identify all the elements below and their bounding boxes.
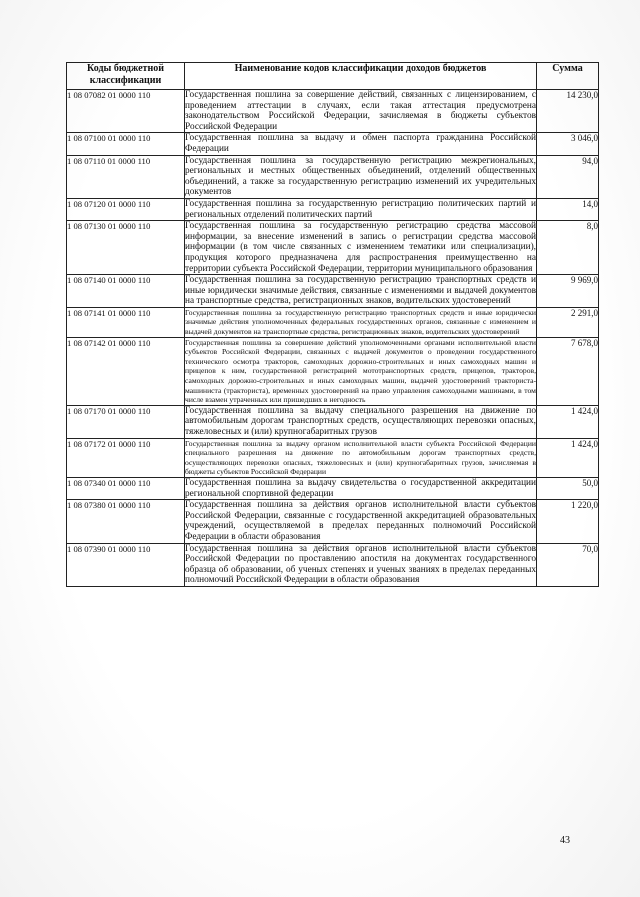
row-code: 1 08 07082 01 0000 110 — [67, 90, 185, 133]
table-row — [67, 133, 599, 155]
table-row — [67, 500, 599, 543]
row-name: Государственная пошлина за выдачу и обмен паспорта гражданина Российской Федерации — [185, 133, 536, 154]
row-code: 1 08 07141 01 0000 110 — [67, 307, 185, 337]
table-row — [67, 155, 599, 198]
table-row — [67, 405, 599, 438]
budget-revenue-table — [66, 62, 599, 587]
row-name: Государственная пошлина за государственную регистрацию политических партий и региональных отделений политических партий — [185, 198, 536, 220]
row-code: 1 08 07172 01 0000 110 — [67, 438, 185, 477]
row-name: Государственная пошлина за совершение действий, связанных с лицензированием, с проведением аттестации в случаях, если такая аттестация предусмотрена законодательством Российской Федерации, зачисляемая в бюджеты субъектов Российской Федерации — [185, 90, 536, 132]
table-row — [67, 90, 599, 133]
row-sum: 7 678,0 — [537, 337, 599, 405]
row-name: Государственная пошлина за государственную регистрацию транспортных средств и иные юридически значимые действия уполномоченных федеральных государственных органов, связанные с изменением и выдачей документов на транспортные средства, регистрационных знаков, водительских удостоверений — [185, 307, 536, 337]
row-code: 1 08 07390 01 0000 110 — [67, 543, 185, 586]
row-name: Государственная пошлина за государственную регистрацию средства массовой информации, за внесение изменений в запись о регистрации средства массовой информации (в том числе связанных с изменением тематики или специализации), продукция которого предназначена для распространения преимущественно на территории субъекта Российской Федерации, территории муниципального образования — [185, 221, 536, 274]
table-row — [67, 221, 599, 275]
row-sum: 1 424,0 — [537, 438, 599, 477]
row-sum: 1 220,0 — [537, 500, 599, 543]
table-row — [67, 543, 599, 586]
row-name: Государственная пошлина за действия органов исполнительной власти субъектов Российской Федерации, связанные с государственной аккредитацией образовательных учреждений, осуществляемой в пределах переданных полномочий Российской Федерации в области образования — [185, 500, 536, 542]
table-row — [67, 198, 599, 220]
row-name: Государственная пошлина за выдачу органом исполнительной власти субъекта Российской Федерации специального разрешения на движение по автомобильным дорогам транспортных средств, осуществляющих перевозки опасных, тяжеловесных и (или) крупногабаритных грузов, зачисляемая в бюджеты субъектов Российской Федерации — [185, 438, 536, 477]
row-code: 1 08 07110 01 0000 110 — [67, 155, 185, 198]
row-code: 1 08 07120 01 0000 110 — [67, 198, 185, 220]
row-sum: 94,0 — [537, 155, 599, 198]
row-code: 1 08 07100 01 0000 110 — [67, 133, 185, 155]
row-code: 1 08 07130 01 0000 110 — [67, 221, 185, 275]
row-sum: 8,0 — [537, 221, 599, 275]
row-sum: 50,0 — [537, 477, 599, 499]
table-row — [67, 477, 599, 499]
row-code: 1 08 07142 01 0000 110 — [67, 337, 185, 405]
row-code: 1 08 07140 01 0000 110 — [67, 275, 185, 308]
header-sum: Сумма — [537, 63, 599, 90]
row-name: Государственная пошлина за государственную регистрацию транспортных средств и иные юридически значимые действия, связанные с изменениями и выдачей документов на транспортные средства, регистрационных знаков, водительских удостоверений — [185, 275, 536, 307]
table-row — [67, 275, 599, 308]
header-code: Коды бюджетной классификации — [67, 63, 185, 90]
row-sum: 2 291,0 — [537, 307, 599, 337]
page-number: 43 — [560, 835, 570, 846]
row-sum: 3 046,0 — [537, 133, 599, 155]
row-sum: 9 969,0 — [537, 275, 599, 308]
row-name: Государственная пошлина за действия органов исполнительной власти субъектов Российской Федерации по проставлению апостиля на документах государственного образца об образовании, об ученых степенях и ученых званиях в пределах переданных полномочий Российской Федерации в области образования — [185, 543, 536, 586]
header-name: Наименование кодов классификации доходов бюджетов — [185, 63, 537, 90]
row-name: Государственная пошлина за государственную регистрацию межрегиональных, региональных и местных общественных объединений, отделений общественных объединений, а также за государственную регистрацию изменений их учредительных документов — [185, 155, 536, 198]
row-sum: 70,0 — [537, 543, 599, 586]
row-name: Государственная пошлина за выдачу свидетельства о государственной аккредитации региональной спортивной федерации — [185, 477, 536, 499]
row-code: 1 08 07380 01 0000 110 — [67, 500, 185, 543]
row-sum: 14 230,0 — [537, 90, 599, 133]
row-code: 1 08 07340 01 0000 110 — [67, 477, 185, 499]
table-row — [67, 337, 599, 405]
row-name: Государственная пошлина за выдачу специального разрешения на движение по автомобильным дорогам транспортных средств, осуществляющих перевозки опасных, тяжеловесных и (или) крупногабаритных грузов — [185, 405, 536, 437]
table-row — [67, 438, 599, 477]
table-header-row — [67, 63, 599, 90]
row-sum: 14,0 — [537, 198, 599, 220]
table-row — [67, 307, 599, 337]
row-code: 1 08 07170 01 0000 110 — [67, 405, 185, 438]
row-name: Государственная пошлина за совершение действий уполномоченными органами исполнительной власти субъектов Российской Федерации, связанных с выдачей документов о проведении государственного технического осмотра тракторов, самоходных дорожно-строительных и иных самоходных машин и прицепов к ним, государственной регистрацией мототранспортных средств, прицепов, тракторов, самоходных дорожно-строительных и иных самоходных машин, выдачей удостоверений тракториста-машиниста (тракториста), временных удостоверений на право управления самоходными машинами, в том числе взамен утраченных или пришедших в негодность — [185, 337, 536, 405]
row-sum: 1 424,0 — [537, 405, 599, 438]
